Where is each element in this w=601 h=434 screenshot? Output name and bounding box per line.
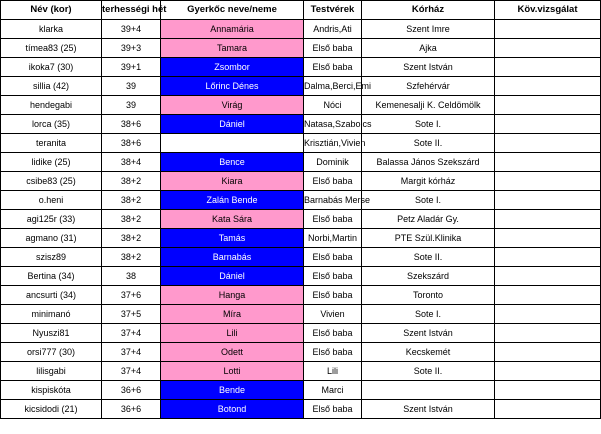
cell-child: Bence — [161, 153, 304, 172]
cell-child: Zsombor — [161, 58, 304, 77]
table-row — [1, 96, 601, 115]
cell-hospital: Sote I. — [362, 191, 495, 210]
cell-week: 38+2 — [102, 229, 161, 248]
cell-name: kispiskóta — [1, 381, 102, 400]
cell-child: Zalán Bende — [161, 191, 304, 210]
header-week: terhességi hét — [102, 1, 161, 20]
cell-name: ikoka7 (30) — [1, 58, 102, 77]
table-body — [1, 20, 601, 419]
cell-week: 36+6 — [102, 381, 161, 400]
cell-hospital: Kecskemét — [362, 343, 495, 362]
cell-siblings: Első baba — [304, 210, 362, 229]
cell-next-exam — [495, 20, 601, 39]
cell-child: Kata Sára — [161, 210, 304, 229]
table-row — [1, 115, 601, 134]
cell-next-exam — [495, 191, 601, 210]
cell-name: agi125r (33) — [1, 210, 102, 229]
cell-hospital: Toronto — [362, 286, 495, 305]
table-row — [1, 267, 601, 286]
cell-name: klarka — [1, 20, 102, 39]
cell-hospital: Szent István — [362, 58, 495, 77]
cell-child: Barnabás — [161, 248, 304, 267]
cell-week: 37+4 — [102, 343, 161, 362]
cell-next-exam — [495, 267, 601, 286]
cell-next-exam — [495, 400, 601, 419]
cell-child: Lili — [161, 324, 304, 343]
cell-siblings: Első baba — [304, 58, 362, 77]
cell-hospital — [362, 381, 495, 400]
cell-next-exam — [495, 172, 601, 191]
cell-child: Bende — [161, 381, 304, 400]
cell-name: tímea83 (25) — [1, 39, 102, 58]
cell-hospital: Szent Imre — [362, 20, 495, 39]
header-hospital: Kórház — [362, 1, 495, 20]
table-row — [1, 305, 601, 324]
header-next-exam: Köv.vizsgálat — [495, 1, 601, 20]
table-row — [1, 39, 601, 58]
cell-hospital: Sote I. — [362, 115, 495, 134]
cell-name: csibe83 (25) — [1, 172, 102, 191]
cell-hospital: Balassa János Szekszárd — [362, 153, 495, 172]
cell-siblings: Marci — [304, 381, 362, 400]
cell-hospital: Sote I. — [362, 305, 495, 324]
table-row — [1, 248, 601, 267]
cell-siblings: Első baba — [304, 324, 362, 343]
cell-name: szisz89 — [1, 248, 102, 267]
table-row — [1, 286, 601, 305]
cell-hospital: Szent István — [362, 324, 495, 343]
cell-hospital: Sote II. — [362, 248, 495, 267]
cell-next-exam — [495, 39, 601, 58]
table-row — [1, 77, 601, 96]
cell-week: 38+4 — [102, 153, 161, 172]
header-child: Gyerkőc neve/neme — [161, 1, 304, 20]
cell-next-exam — [495, 77, 601, 96]
cell-hospital: Ajka — [362, 39, 495, 58]
table-row — [1, 400, 601, 419]
cell-siblings: Krisztián,Vivien — [304, 134, 362, 153]
table-row — [1, 210, 601, 229]
cell-name: ancsurti (34) — [1, 286, 102, 305]
cell-week: 37+5 — [102, 305, 161, 324]
cell-hospital: Sote II. — [362, 134, 495, 153]
cell-week: 39 — [102, 77, 161, 96]
cell-next-exam — [495, 210, 601, 229]
cell-child: Tamara — [161, 39, 304, 58]
table-row — [1, 229, 601, 248]
cell-next-exam — [495, 362, 601, 381]
cell-next-exam — [495, 153, 601, 172]
cell-child: Míra — [161, 305, 304, 324]
cell-next-exam — [495, 324, 601, 343]
cell-next-exam — [495, 115, 601, 134]
cell-hospital: Sote II. — [362, 362, 495, 381]
cell-child: Dániel — [161, 115, 304, 134]
cell-child: Tamás — [161, 229, 304, 248]
cell-name: minimanó — [1, 305, 102, 324]
cell-next-exam — [495, 96, 601, 115]
cell-hospital: Szfehérvár — [362, 77, 495, 96]
cell-week: 38+2 — [102, 248, 161, 267]
cell-siblings: Első baba — [304, 343, 362, 362]
cell-child: Annamária — [161, 20, 304, 39]
cell-child: Hanga — [161, 286, 304, 305]
cell-week: 39 — [102, 96, 161, 115]
cell-next-exam — [495, 229, 601, 248]
cell-siblings: Első baba — [304, 400, 362, 419]
cell-week: 39+4 — [102, 20, 161, 39]
table-row — [1, 172, 601, 191]
cell-week: 36+6 — [102, 400, 161, 419]
cell-week: 37+4 — [102, 324, 161, 343]
cell-siblings: Dalma,Berci,Emi — [304, 77, 362, 96]
cell-week: 38 — [102, 267, 161, 286]
cell-siblings: Vivien — [304, 305, 362, 324]
cell-next-exam — [495, 248, 601, 267]
cell-name: hendegabi — [1, 96, 102, 115]
cell-next-exam — [495, 134, 601, 153]
cell-child: Lőrinc Dénes — [161, 77, 304, 96]
cell-child — [161, 134, 304, 153]
cell-child: Lotti — [161, 362, 304, 381]
cell-next-exam — [495, 286, 601, 305]
cell-week: 38+2 — [102, 210, 161, 229]
cell-name: lorca (35) — [1, 115, 102, 134]
table-row — [1, 324, 601, 343]
cell-siblings: Norbi,Martin — [304, 229, 362, 248]
cell-week: 37+6 — [102, 286, 161, 305]
cell-week: 39+1 — [102, 58, 161, 77]
cell-next-exam — [495, 343, 601, 362]
cell-name: lidike (25) — [1, 153, 102, 172]
cell-name: o.heni — [1, 191, 102, 210]
cell-week: 37+4 — [102, 362, 161, 381]
cell-child: Kiara — [161, 172, 304, 191]
cell-siblings: Lili — [304, 362, 362, 381]
cell-hospital: Margit kórház — [362, 172, 495, 191]
cell-hospital: PTE Szül.Klinika — [362, 229, 495, 248]
cell-siblings: Dominik — [304, 153, 362, 172]
cell-siblings: Nóci — [304, 96, 362, 115]
table-row — [1, 20, 601, 39]
header-name: Név (kor) — [1, 1, 102, 20]
cell-next-exam — [495, 381, 601, 400]
cell-name: lilisgabi — [1, 362, 102, 381]
cell-hospital: Szekszárd — [362, 267, 495, 286]
cell-child: Odett — [161, 343, 304, 362]
cell-child: Dániel — [161, 267, 304, 286]
cell-name: sillia (42) — [1, 77, 102, 96]
cell-child: Botond — [161, 400, 304, 419]
table-row — [1, 153, 601, 172]
cell-name: Nyuszi81 — [1, 324, 102, 343]
cell-week: 39+3 — [102, 39, 161, 58]
cell-siblings: Első baba — [304, 39, 362, 58]
table-row — [1, 134, 601, 153]
cell-week: 38+2 — [102, 172, 161, 191]
cell-next-exam — [495, 58, 601, 77]
cell-child: Virág — [161, 96, 304, 115]
table-row — [1, 381, 601, 400]
table-row — [1, 362, 601, 381]
table-row — [1, 191, 601, 210]
table-row — [1, 343, 601, 362]
cell-hospital: Petz Aladár Gy. — [362, 210, 495, 229]
cell-siblings: Barnabás Merse — [304, 191, 362, 210]
cell-week: 38+6 — [102, 115, 161, 134]
cell-name: agmano (31) — [1, 229, 102, 248]
cell-siblings: Natasa,Szabolcs — [304, 115, 362, 134]
cell-siblings: Első baba — [304, 267, 362, 286]
table-row — [1, 58, 601, 77]
header-row — [1, 1, 601, 20]
cell-name: Bertina (34) — [1, 267, 102, 286]
header-siblings: Testvérek — [304, 1, 362, 20]
cell-hospital: Kemenesalji K. Celdömölk — [362, 96, 495, 115]
cell-siblings: Andris,Ati — [304, 20, 362, 39]
cell-next-exam — [495, 305, 601, 324]
cell-name: teranita — [1, 134, 102, 153]
cell-name: orsi777 (30) — [1, 343, 102, 362]
cell-siblings: Első baba — [304, 172, 362, 191]
cell-siblings: Első baba — [304, 248, 362, 267]
cell-week: 38+2 — [102, 191, 161, 210]
cell-week: 38+6 — [102, 134, 161, 153]
cell-siblings: Első baba — [304, 286, 362, 305]
cell-hospital: Szent István — [362, 400, 495, 419]
cell-name: kicsidodi (21) — [1, 400, 102, 419]
